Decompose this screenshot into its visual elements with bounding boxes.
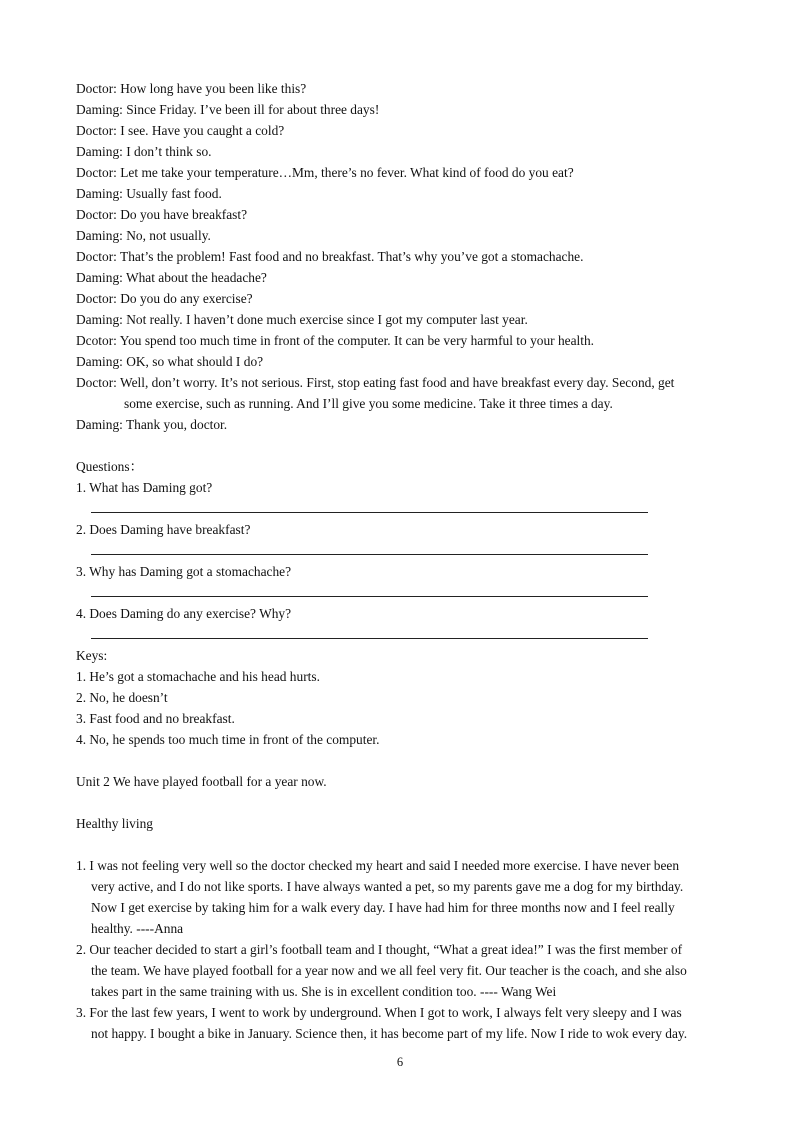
dialogue-line: Dcotor: You spend too much time in front of the computer. It can be very harmful to your health. — [76, 333, 595, 348]
dialogue-line: Doctor: Do you have breakfast? — [76, 207, 248, 222]
questions-heading: Questions： — [76, 459, 143, 474]
passage-line: not happy. I bought a bike in January. Science then, it has become part of my life. Now I ride to wok every day. — [91, 1026, 688, 1041]
key-item: 4. No, he spends too much time in front of the computer. — [76, 732, 380, 747]
passage-line: 2. Our teacher decided to start a girl’s football team and I thought, “What a great idea!” I was the first member of — [76, 942, 683, 957]
passage-line: 3. For the last few years, I went to work by underground. When I got to work, I always felt very sleepy and I was — [76, 1005, 682, 1020]
passage-line: Now I get exercise by taking him for a walk every day. I have had him for three months now and I feel really — [91, 900, 675, 915]
dialogue-line: Daming: No, not usually. — [76, 228, 211, 243]
key-item: 3. Fast food and no breakfast. — [76, 711, 235, 726]
dialogue-line: Doctor: Let me take your temperature…Mm, there’s no fever. What kind of food do you eat? — [76, 165, 574, 180]
dialogue-line: Daming: Since Friday. I’ve been ill for about three days! — [76, 102, 380, 117]
passage-line: the team. We have played football for a year now and we all feel very fit. Our teacher is the coach, and she also — [91, 963, 687, 978]
key-item: 2. No, he doesn’t — [76, 690, 168, 705]
passage-line: very active, and I do not like sports. I have always wanted a pet, so my parents gave me a dog for my birthday. — [91, 879, 684, 894]
answer-line — [91, 512, 648, 513]
keys-heading: Keys: — [76, 648, 108, 663]
question-item: 3. Why has Daming got a stomachache? — [76, 564, 292, 579]
dialogue-line: Daming: Thank you, doctor. — [76, 417, 228, 432]
passage-line: healthy. ----Anna — [91, 921, 184, 936]
question-item: 4. Does Daming do any exercise? Why? — [76, 606, 292, 621]
answer-line — [91, 638, 648, 639]
passage-line: takes part in the same training with us. She is in excellent condition too. ---- Wang Wei — [91, 984, 557, 999]
passage-line: 1. I was not feeling very well so the doctor checked my heart and said I needed more exercise. I have never been — [76, 858, 680, 873]
page-number: 6 — [396, 1055, 404, 1069]
dialogue-line: Doctor: That’s the problem! Fast food and no breakfast. That’s why you’ve got a stomachache. — [76, 249, 584, 264]
dialogue-line: Doctor: How long have you been like this? — [76, 81, 307, 96]
dialogue-line: Daming: OK, so what should I do? — [76, 354, 264, 369]
key-item: 1. He’s got a stomachache and his head hurts. — [76, 669, 320, 684]
dialogue-line: some exercise, such as running. And I’ll give you some medicine. Take it three times a day. — [124, 396, 613, 411]
dialogue-line: Daming: What about the headache? — [76, 270, 267, 285]
question-item: 2. Does Daming have breakfast? — [76, 522, 251, 537]
dialogue-line: Doctor: I see. Have you caught a cold? — [76, 123, 285, 138]
dialogue-line: Daming: I don’t think so. — [76, 144, 212, 159]
dialogue-line: Daming: Usually fast food. — [76, 186, 222, 201]
answer-line — [91, 596, 648, 597]
unit-title: Unit 2 We have played football for a year now. — [76, 774, 327, 789]
dialogue-line: Doctor: Do you do any exercise? — [76, 291, 253, 306]
question-item: 1. What has Daming got? — [76, 480, 213, 495]
dialogue-line: Doctor: Well, don’t worry. It’s not serious. First, stop eating fast food and have breakfast every day. Second, get — [76, 375, 675, 390]
dialogue-line: Daming: Not really. I haven’t done much exercise since I got my computer last year. — [76, 312, 528, 327]
answer-line — [91, 554, 648, 555]
section-title: Healthy living — [76, 816, 153, 831]
